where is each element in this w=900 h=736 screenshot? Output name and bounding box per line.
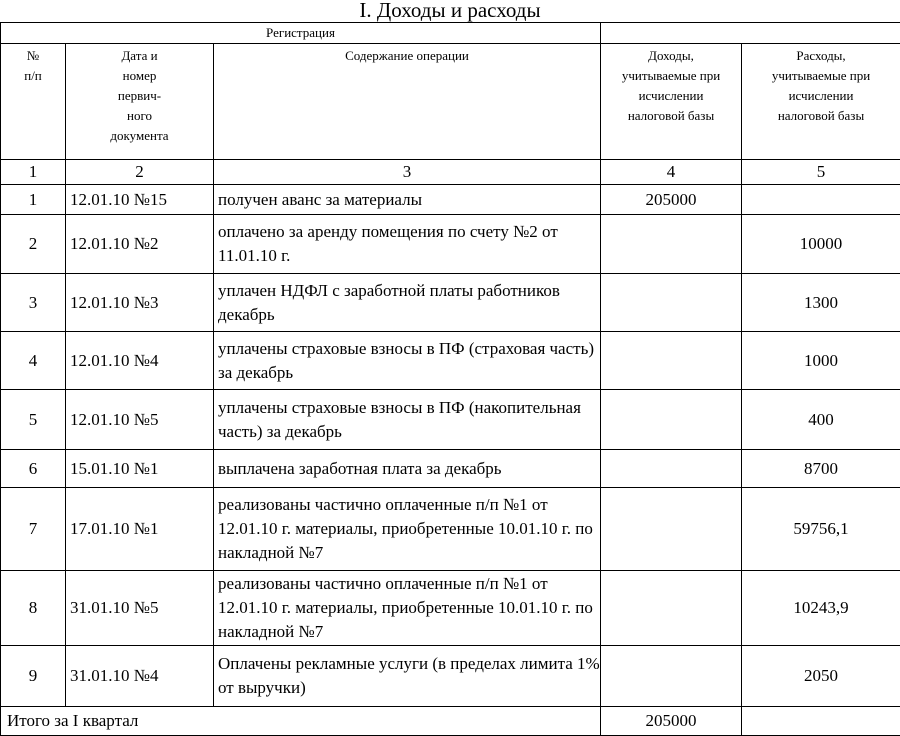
row-document: 31.01.10 №4	[66, 646, 214, 707]
row-number: 4	[1, 332, 66, 390]
row-description: уплачены страховые взносы в ПФ (страховая часть) за декабрь	[214, 332, 601, 390]
row-document: 15.01.10 №1	[66, 450, 214, 488]
registration-empty-cell	[601, 23, 900, 44]
row-description: реализованы частично оплаченные п/п №1 от 12.01.10 г. материалы, приобретенные 10.01.10 г. по накладной №7	[214, 571, 601, 646]
row-description: получен аванс за материалы	[214, 185, 601, 215]
registration-header-row	[1, 23, 900, 44]
header-document-text: Дата и номер первич- ного документа	[110, 48, 168, 143]
row-expense	[742, 185, 900, 215]
row-document: 31.01.10 №5	[66, 571, 214, 646]
row-expense: 400	[742, 390, 900, 450]
column-number-row	[1, 160, 900, 185]
row-income	[601, 332, 742, 390]
total-row	[1, 707, 900, 736]
row-expense: 1000	[742, 332, 900, 390]
row-expense: 8700	[742, 450, 900, 488]
table-row	[1, 215, 900, 274]
row-income	[601, 646, 742, 707]
row-document: 12.01.10 №4	[66, 332, 214, 390]
row-income: 205000	[601, 185, 742, 215]
row-number: 1	[1, 185, 66, 215]
row-description: Оплачены рекламные услуги (в пределах лимита 1% от выручки)	[214, 646, 601, 707]
table-row	[1, 488, 900, 571]
row-number: 6	[1, 450, 66, 488]
total-income: 205000	[601, 707, 742, 736]
header-operation	[214, 44, 601, 160]
column-number: 2	[66, 160, 214, 185]
row-income	[601, 571, 742, 646]
row-number: 5	[1, 390, 66, 450]
row-document: 12.01.10 №2	[66, 215, 214, 274]
column-number: 5	[742, 160, 900, 185]
row-description: уплачены страховые взносы в ПФ (накопительная часть) за декабрь	[214, 390, 601, 450]
row-document: 17.01.10 №1	[66, 488, 214, 571]
column-number: 3	[214, 160, 601, 185]
income-expense-table	[0, 22, 900, 736]
row-number: 8	[1, 571, 66, 646]
registration-label: Регистрация	[1, 23, 601, 44]
table-row	[1, 390, 900, 450]
header-operation-text: Содержание операции	[345, 48, 469, 63]
row-document: 12.01.10 №15	[66, 185, 214, 215]
column-header-row	[1, 44, 900, 160]
header-income	[601, 44, 742, 160]
header-expense-text: Расходы, учитываемые при исчислении налоговой базы	[772, 48, 870, 123]
header-expense	[742, 44, 900, 160]
row-income	[601, 450, 742, 488]
row-income	[601, 390, 742, 450]
column-number: 4	[601, 160, 742, 185]
row-expense: 1300	[742, 274, 900, 332]
header-income-text: Доходы, учитываемые при исчислении налоговой базы	[622, 48, 720, 123]
row-expense: 10000	[742, 215, 900, 274]
row-document: 12.01.10 №3	[66, 274, 214, 332]
table-row	[1, 185, 900, 215]
row-income	[601, 215, 742, 274]
row-expense: 10243,9	[742, 571, 900, 646]
row-number: 3	[1, 274, 66, 332]
total-label: Итого за I квартал	[1, 707, 601, 736]
row-income	[601, 274, 742, 332]
table-row	[1, 274, 900, 332]
header-number	[1, 44, 66, 160]
row-description: реализованы частично оплаченные п/п №1 от 12.01.10 г. материалы, приобретенные 10.01.10 г. по накладной №7	[214, 488, 601, 571]
row-number: 9	[1, 646, 66, 707]
total-expense	[742, 707, 900, 736]
row-expense: 2050	[742, 646, 900, 707]
table-row	[1, 646, 900, 707]
table-row	[1, 571, 900, 646]
row-description: оплачено за аренду помещения по счету №2 от 11.01.10 г.	[214, 215, 601, 274]
row-number: 7	[1, 488, 66, 571]
row-income	[601, 488, 742, 571]
header-number-text: № п/п	[24, 48, 42, 83]
row-document: 12.01.10 №5	[66, 390, 214, 450]
row-description: уплачен НДФЛ с заработной платы работников декабрь	[214, 274, 601, 332]
table-row	[1, 450, 900, 488]
row-expense: 59756,1	[742, 488, 900, 571]
column-number: 1	[1, 160, 66, 185]
row-description: выплачена заработная плата за декабрь	[214, 450, 601, 488]
row-number: 2	[1, 215, 66, 274]
table-row	[1, 332, 900, 390]
page-title: I. Доходы и расходы	[0, 0, 900, 22]
header-document	[66, 44, 214, 160]
